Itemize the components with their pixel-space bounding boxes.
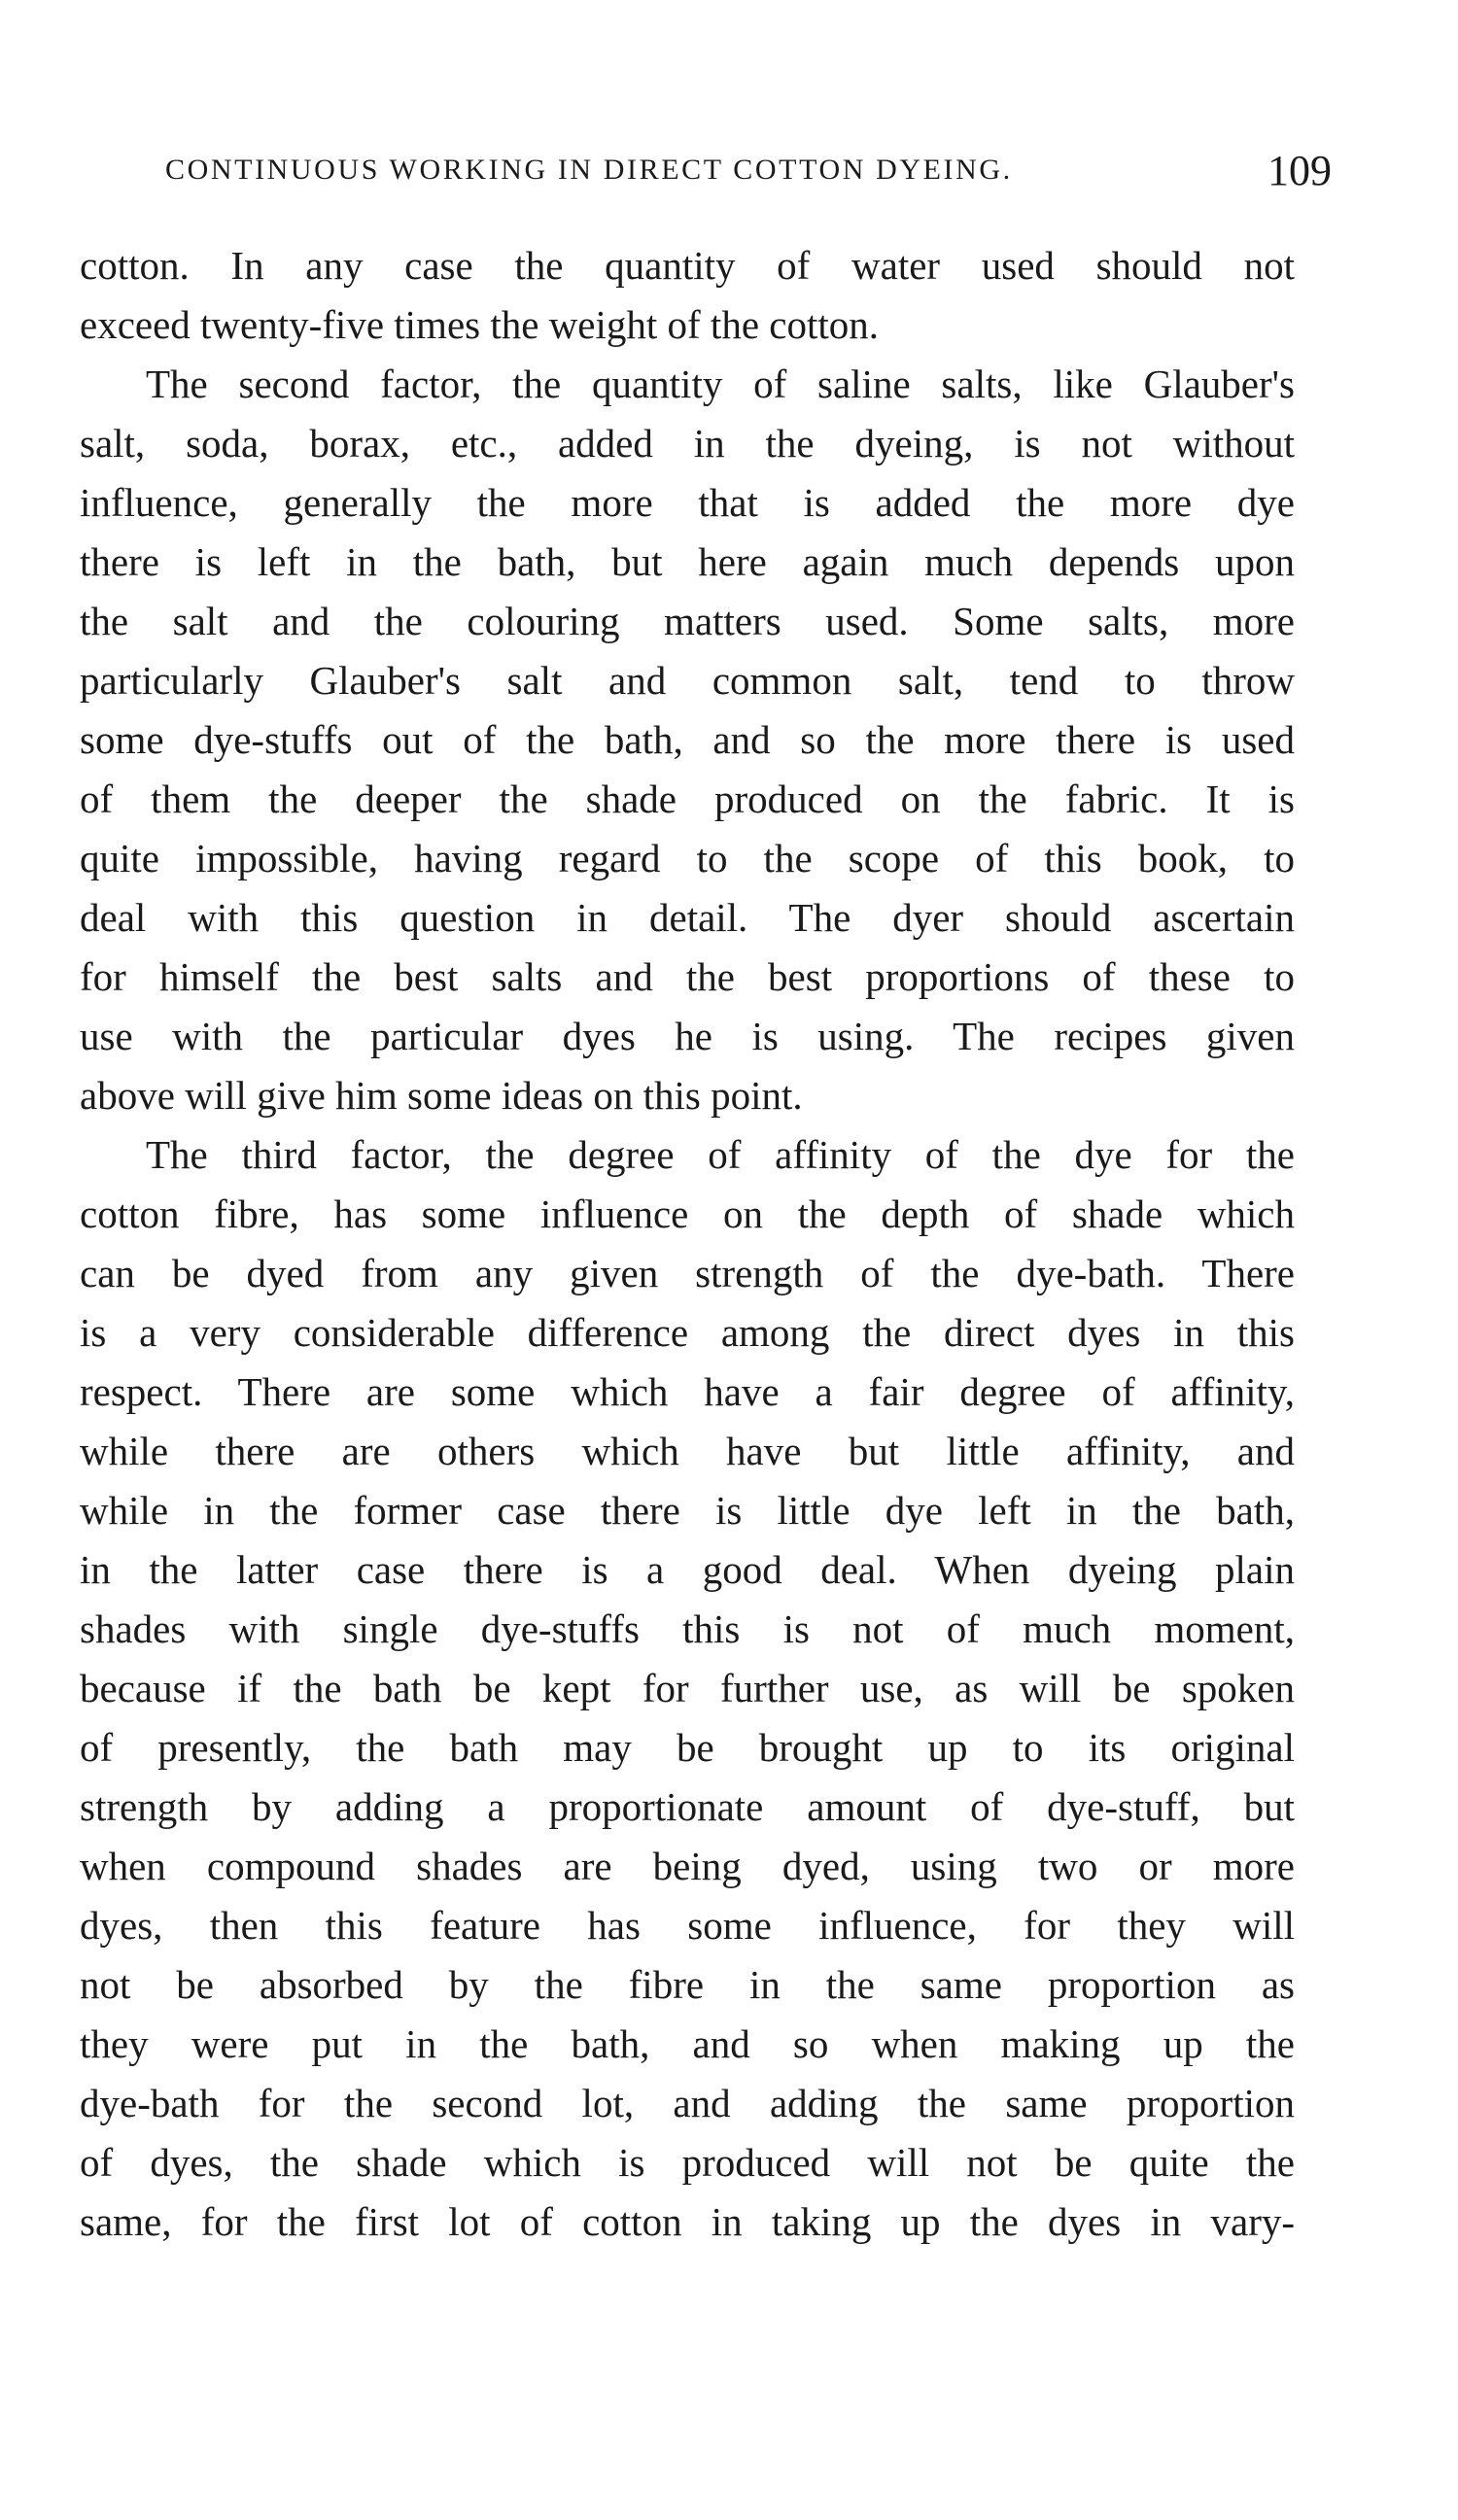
text-line: salt, soda, borax, etc., added in the dyeing, is not without	[80, 421, 1295, 466]
text-line: there is left in the bath, but here again much depends upon	[80, 539, 1295, 584]
paragraph-continued	[80, 236, 1295, 355]
text-line: quite impossible, having regard to the scope of this book, to	[80, 836, 1295, 880]
paragraph-third-factor	[80, 1125, 1295, 2252]
running-title: CONTINUOUS WORKING IN DIRECT COTTON DYEING.	[165, 154, 1013, 186]
text-line: can be dyed from any given strength of the dye-bath. There	[80, 1251, 1295, 1295]
text-line: the salt and the colouring matters used. Some salts, more	[80, 599, 1295, 643]
text-line: they were put in the bath, and so when making up the	[80, 2021, 1295, 2066]
body-text	[80, 236, 1295, 2252]
text-line: exceed twenty-five times the weight of the cotton.	[80, 302, 880, 347]
text-line: respect. There are some which have a fair degree of affinity,	[80, 1369, 1295, 1414]
text-line: above will give him some ideas on this point.	[80, 1073, 803, 1118]
text-line: of them the deeper the shade produced on the fabric. It is	[80, 777, 1295, 821]
text-line: deal with this question in detail. The dyer should ascertain	[80, 895, 1295, 940]
text-line: The second factor, the quantity of saline salts, like Glauber's	[146, 362, 1295, 406]
text-line: same, for the first lot of cotton in taking up the dyes in vary-	[80, 2199, 1295, 2244]
text-line: because if the bath be kept for further use, as will be spoken	[80, 1666, 1295, 1710]
text-line: of dyes, the shade which is produced will not be quite the	[80, 2140, 1295, 2185]
text-line: dyes, then this feature has some influence, for they will	[80, 1903, 1295, 1948]
text-line: use with the particular dyes he is using. The recipes given	[80, 1014, 1295, 1058]
text-line: The third factor, the degree of affinity of the dye for the	[146, 1132, 1295, 1177]
text-line: particularly Glauber's salt and common salt, tend to throw	[80, 658, 1295, 703]
text-line: some dye-stuffs out of the bath, and so the more there is used	[80, 717, 1295, 762]
text-line: not be absorbed by the fibre in the same proportion as	[80, 1962, 1295, 2007]
text-line: cotton. In any case the quantity of water used should not	[80, 243, 1295, 288]
page-number: 109	[1267, 147, 1332, 194]
paragraph-second-factor	[80, 355, 1295, 1125]
text-line: cotton fibre, has some influence on the depth of shade which	[80, 1191, 1295, 1236]
text-line: dye-bath for the second lot, and adding the same proportion	[80, 2081, 1295, 2125]
running-header	[78, 146, 1332, 204]
text-line: influence, generally the more that is added the more dye	[80, 480, 1295, 525]
text-line: while in the former case there is little dye left in the bath,	[80, 1488, 1295, 1533]
text-line: shades with single dye-stuffs this is not of much moment,	[80, 1606, 1295, 1651]
text-line: when compound shades are being dyed, using two or more	[80, 1844, 1295, 1888]
text-line: is a very considerable difference among the direct dyes in this	[80, 1310, 1295, 1355]
text-line: for himself the best salts and the best proportions of these to	[80, 954, 1295, 999]
text-line: of presently, the bath may be brought up to its original	[80, 1725, 1295, 1770]
text-line: in the latter case there is a good deal. When dyeing plain	[80, 1547, 1295, 1592]
text-line: strength by adding a proportionate amount of dye-stuff, but	[80, 1784, 1295, 1829]
text-line: while there are others which have but little affinity, and	[80, 1429, 1295, 1473]
